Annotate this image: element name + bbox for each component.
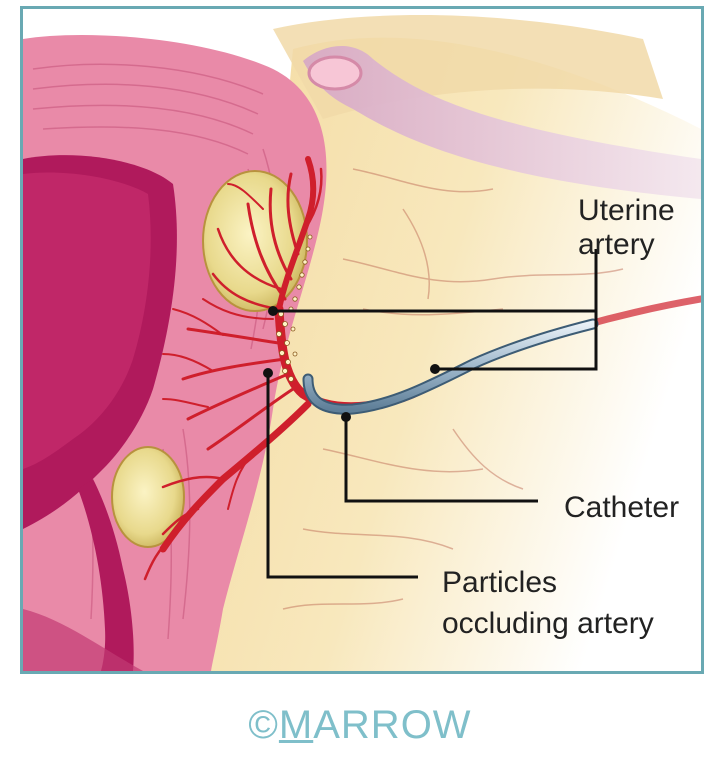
fallopian-tube-opening — [309, 57, 361, 89]
label-particles-line1: Particles — [442, 566, 558, 599]
marrow-watermark — [0, 702, 720, 748]
watermark-brand-rest: ARROW — [313, 703, 472, 747]
label-particles-line2: occluding artery — [442, 607, 654, 640]
watermark-brand-first: M — [278, 703, 314, 747]
label-uterine-artery-line2: artery — [578, 228, 655, 261]
uterine-artery-embolization-illustration — [23, 9, 701, 671]
diagram-frame — [20, 6, 704, 674]
label-uterine-artery-line1: Uterine — [578, 194, 675, 227]
copyright-symbol: © — [248, 703, 279, 747]
label-catheter: Catheter — [564, 491, 680, 524]
